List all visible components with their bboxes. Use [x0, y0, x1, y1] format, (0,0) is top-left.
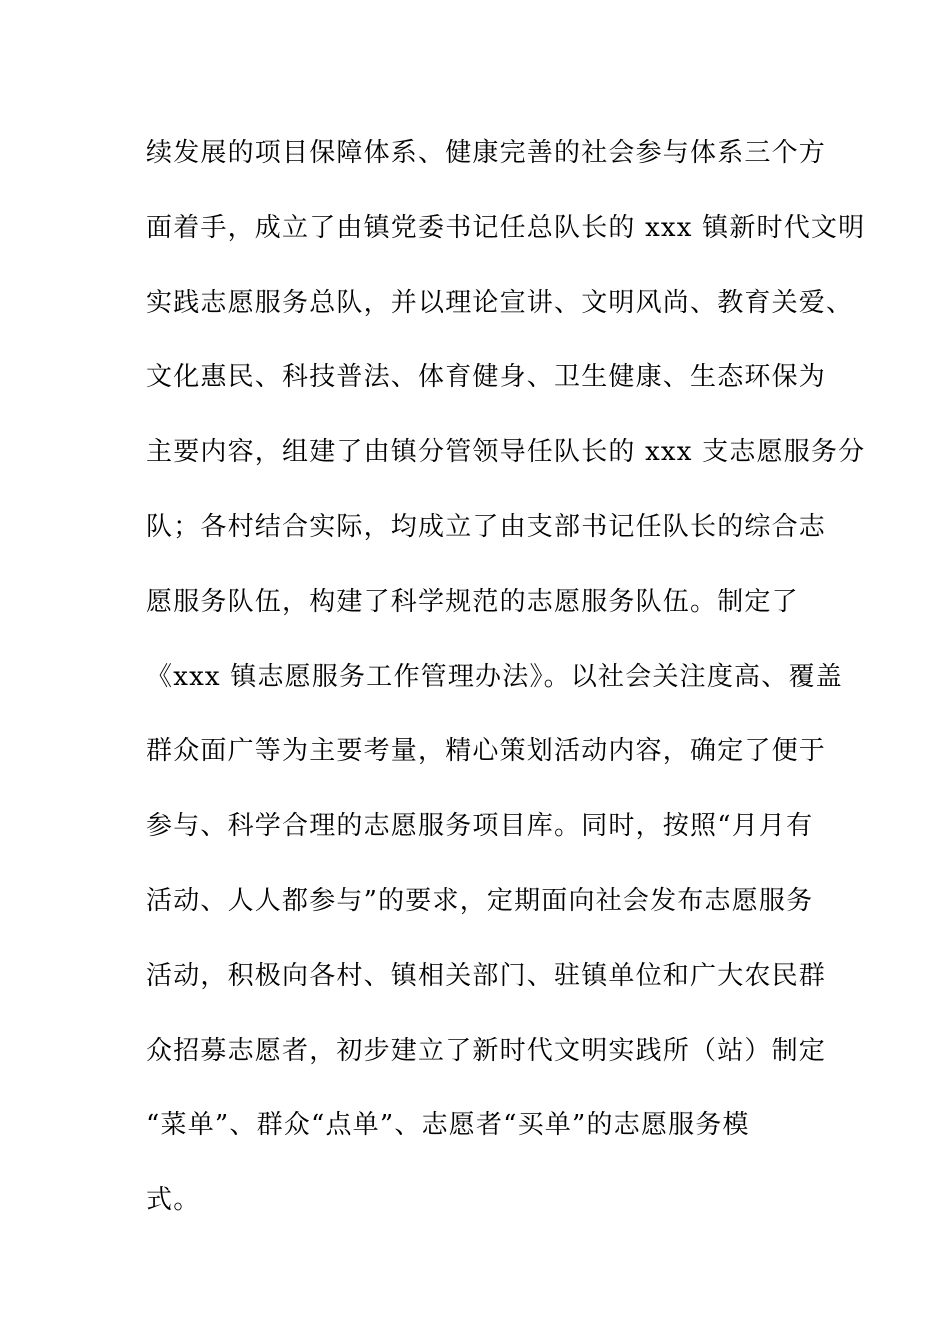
text-line: “菜单”、群众“点单”、志愿者“买单”的志愿服务模 — [146, 1110, 750, 1141]
text-line: 文化惠民、科技普法、体育健身、卫生健康、生态环保为 — [146, 362, 827, 393]
text-line: 群众面广等为主要考量，精心策划活动内容，确定了便于 — [146, 736, 827, 767]
text-line: 主要内容，组建了由镇分管领导任队长的 xxx 支志愿服务分 — [146, 437, 866, 468]
text-line: 活动、人人都参与”的要求，定期面向社会发布志愿服务 — [146, 885, 814, 916]
text-line: 参与、科学合理的志愿服务项目库。同时，按照“月月有 — [146, 811, 814, 842]
text-line: 《xxx 镇志愿服务工作管理办法》。以社会关注度高、覆盖 — [146, 661, 843, 692]
text-line: 面着手，成立了由镇党委书记任总队长的 xxx 镇新时代文明 — [146, 212, 866, 243]
text-line: 众招募志愿者，初步建立了新时代文明实践所（站）制定 — [146, 1035, 827, 1066]
text-line: 活动，积极向各村、镇相关部门、驻镇单位和广大农民群 — [146, 960, 827, 991]
text-line: 实践志愿服务总队，并以理论宣讲、文明风尚、教育关爱、 — [146, 287, 854, 318]
text-line: 续发展的项目保障体系、健康完善的社会参与体系三个方 — [146, 138, 827, 168]
text-line: 队；各村结合实际，均成立了由支部书记任队长的综合志 — [146, 511, 827, 542]
text-line: 式。 — [146, 1185, 201, 1216]
document-body — [146, 128, 866, 1250]
text-line: 愿服务队伍，构建了科学规范的志愿服务队伍。制定了 — [146, 586, 799, 617]
